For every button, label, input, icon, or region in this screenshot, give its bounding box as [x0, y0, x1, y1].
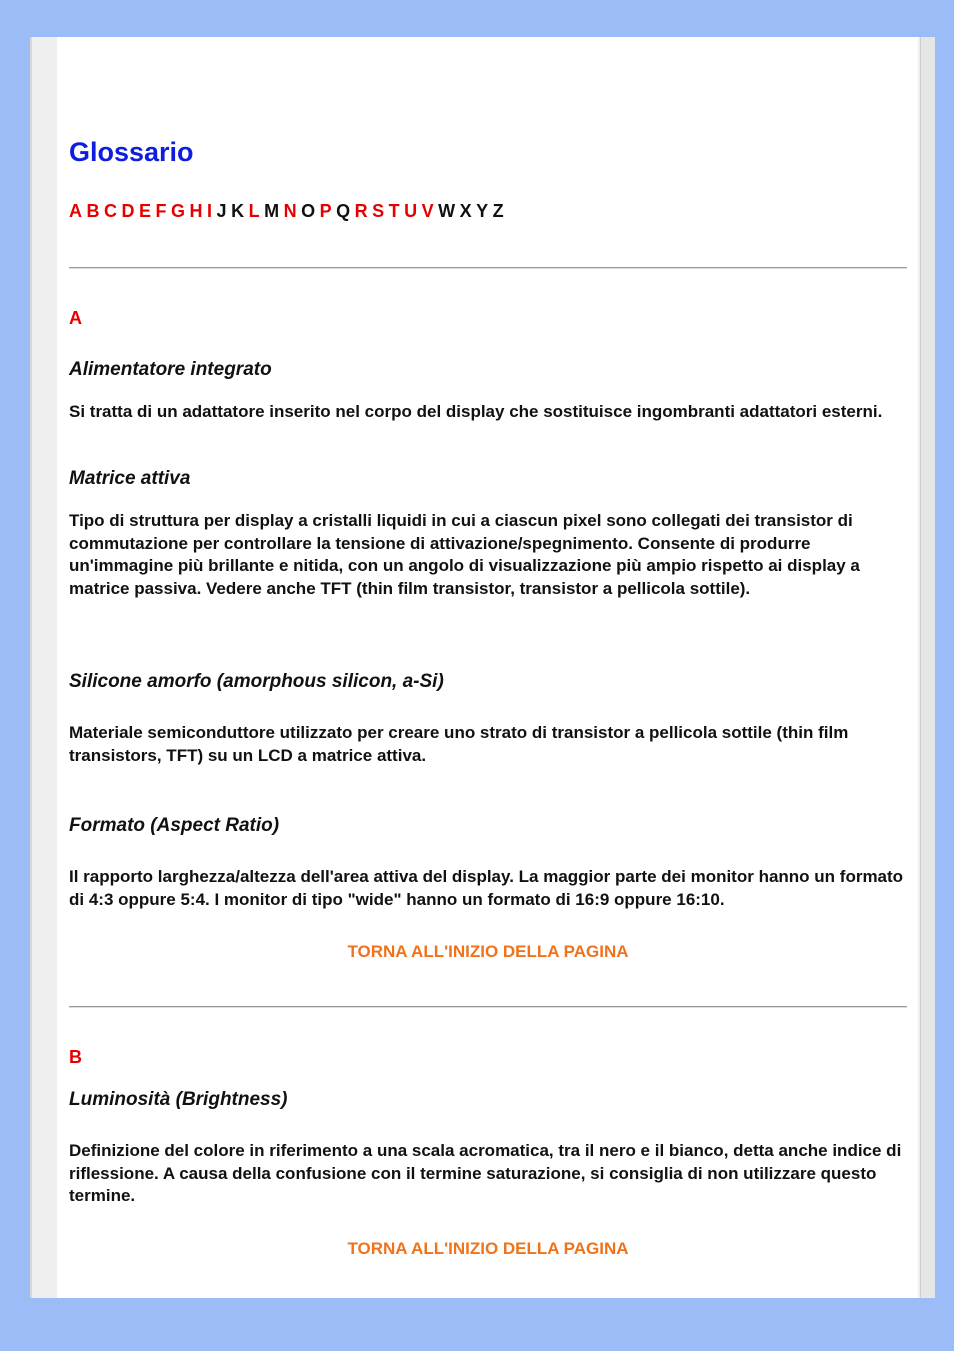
alphabet-letter-u[interactable]: U	[404, 201, 418, 221]
right-margin-strip	[920, 37, 935, 1298]
alphabet-letter-t[interactable]: T	[388, 201, 401, 221]
alphabet-letter-n[interactable]: N	[283, 201, 298, 221]
term-alimentatore-integrato: Alimentatore integrato	[69, 359, 272, 380]
term-formato: Formato (Aspect Ratio)	[69, 815, 280, 836]
alphabet-letter-x: X	[459, 201, 473, 221]
alphabet-letter-v[interactable]: V	[421, 201, 435, 221]
definition-alimentatore-integrato: Si tratta di un adattatore inserito nel corpo del display che sostituisce ingombranti adattatori esterni.	[69, 402, 883, 421]
alphabet-letter-c[interactable]: C	[104, 201, 118, 221]
alphabet-letter-p[interactable]: P	[319, 201, 333, 221]
alphabet-letter-y: Y	[476, 201, 489, 221]
definition-matrice-attiva: Tipo di struttura per display a cristalli liquidi in cui a ciascun pixel sono collegati dei transistor di commutazione per controllare la tensione di attivazione/spegnimento. Consente di produrre un'immagine più brillante e nitida, con un angolo di visualizzazione più ampio rispetto ai display a matrice passiva. Vedere anche TFT (thin film transistor, transistor a pellicola sottile).	[69, 511, 860, 598]
page-title: Glossario	[69, 137, 194, 167]
alphabet-letter-k: K	[231, 201, 245, 221]
alphabet-letter-f[interactable]: F	[155, 201, 168, 221]
section-letter-b: B	[69, 1047, 82, 1067]
alphabet-letter-i[interactable]: I	[207, 201, 213, 221]
alphabet-letter-r[interactable]: R	[354, 201, 369, 221]
alphabet-letter-h[interactable]: H	[189, 201, 204, 221]
definition-luminosita: Definizione del colore in riferimento a una scala acromatica, tra il nero e il bianco, detta anche indice di riflessione. A causa della confusione con il termine saturazione, si consiglia di non utilizzare questo termine.	[69, 1141, 902, 1205]
back-to-top-link[interactable]: TORNA ALL'INIZIO DELLA PAGINA	[347, 942, 629, 961]
alphabet-letter-w: W	[438, 201, 456, 221]
alphabet-letter-b[interactable]: B	[86, 201, 100, 221]
divider	[69, 1006, 907, 1008]
term-silicone-amorfo: Silicone amorfo (amorphous silicon, a-Si)	[69, 671, 444, 692]
alphabet-letter-g[interactable]: G	[171, 201, 186, 221]
document-page	[57, 37, 918, 1298]
term-matrice-attiva: Matrice attiva	[69, 468, 191, 489]
divider	[69, 267, 907, 269]
alphabet-letter-s[interactable]: S	[372, 201, 385, 221]
alphabet-letter-j: J	[216, 201, 228, 221]
alphabet-letter-l[interactable]: L	[248, 201, 261, 221]
section-letter-a: A	[69, 308, 82, 328]
alphabet-letter-a[interactable]: A	[69, 201, 83, 221]
alphabet-letter-z: Z	[492, 201, 505, 221]
definition-formato: Il rapporto larghezza/altezza dell'area attiva del display. La maggior parte dei monitor hanno un formato di 4:3 oppure 5:4. I monitor di tipo "wide" hanno un formato di 16:9 oppure 16:10.	[69, 867, 904, 909]
alphabet-letter-q: Q	[336, 201, 351, 221]
alphabet-letter-o: O	[301, 201, 316, 221]
alphabet-letter-d[interactable]: D	[121, 201, 135, 221]
alphabet-letter-m: M	[264, 201, 280, 221]
alphabet-letter-e[interactable]: E	[139, 201, 152, 221]
term-luminosita: Luminosità (Brightness)	[69, 1089, 288, 1110]
back-to-top-link[interactable]: TORNA ALL'INIZIO DELLA PAGINA	[347, 1239, 629, 1258]
alphabet-index	[69, 201, 508, 222]
frame-left-rule	[30, 37, 32, 1298]
definition-silicone-amorfo: Materiale semiconduttore utilizzato per creare uno strato di transistor a pellicola sottile (thin film transistors, TFT) su un LCD a matrice attiva.	[69, 723, 849, 765]
